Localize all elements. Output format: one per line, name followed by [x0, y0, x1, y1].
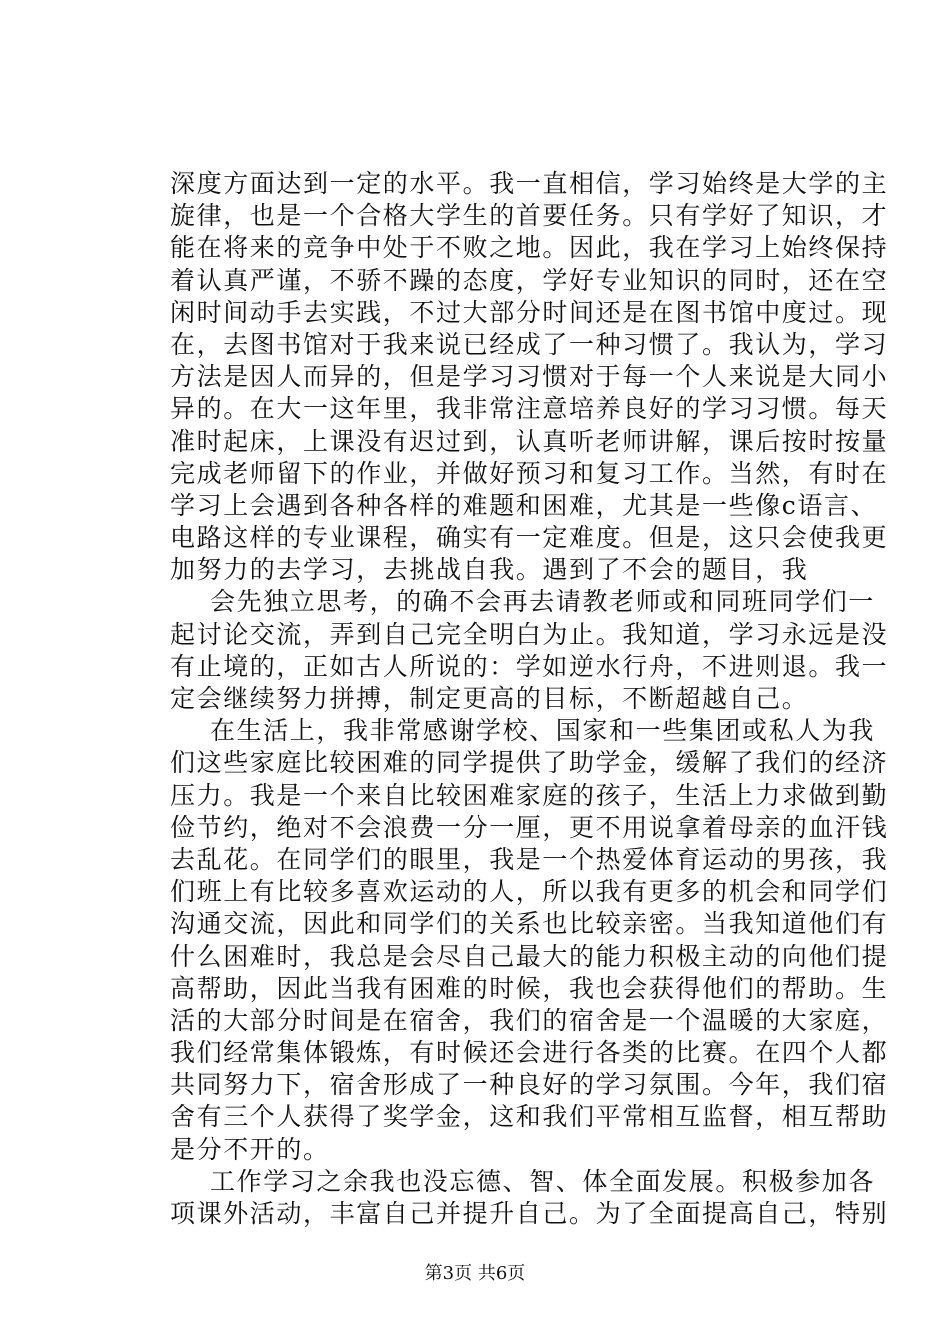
paragraph — [170, 168, 889, 586]
paragraph — [170, 1166, 889, 1230]
text-line: 加努力的去学习，去挑战自我。遇到了不会的题目，我 — [170, 555, 809, 585]
text-line: 项课外活动，丰富自己并提升自己。为了全面提高自己，特别 — [170, 1199, 889, 1228]
text-line: 异的。在大一这年里，我非常注意培养良好的学习习惯。每天 — [170, 394, 889, 424]
text-line: 准时起床，上课没有迟过到，认真听老师讲解，课后按时按量 — [170, 426, 889, 456]
text-line: 沟通交流，因此和同学们的关系也比较亲密。当我知道他们有 — [170, 909, 889, 939]
text-line: 压力。我是一个来自比较困难家庭的孩子，生活上力求做到勤 — [170, 780, 889, 810]
text-line: 定会继续努力拼搏，制定更高的目标，不断超越自己。 — [170, 684, 809, 713]
text-line: 我们经常集体锻炼，有时候还会进行各类的比赛。在四个人都 — [170, 1038, 889, 1068]
text-line: 什么困难时，我总是会尽自己最大的能力积极主动的向他们提 — [170, 941, 889, 971]
text-line: 起讨论交流，弄到自己完全明白为止。我知道，学习永远是没 — [170, 619, 889, 649]
text-line: 学习上会遇到各种各样的难题和困难，尤其是一些像c语言、 — [170, 490, 878, 520]
text-line: 完成老师留下的作业，并做好预习和复习工作。当然，有时在 — [170, 458, 889, 488]
text-line: 去乱花。在同学们的眼里，我是一个热爱体育运动的男孩，我 — [170, 844, 889, 874]
text-line: 工作学习之余我也没忘德、智、体全面发展。积极参加各 — [210, 1166, 876, 1196]
text-line: 高帮助，因此当我有困难的时候，我也会获得他们的帮助。生 — [170, 973, 889, 1003]
text-line: 们班上有比较多喜欢运动的人，所以我有更多的机会和同学们 — [170, 877, 889, 907]
text-line: 在生活上，我非常感谢学校、国家和一些集团或私人为我 — [210, 716, 876, 746]
text-line: 活的大部分时间是在宿舍，我们的宿舍是一个温暖的大家庭， — [170, 1005, 889, 1035]
paragraph — [170, 586, 889, 715]
text-line: 能在将来的竞争中处于不败之地。因此，我在学习上始终保持 — [170, 233, 889, 263]
document-body — [170, 168, 889, 1230]
page-footer: 第3页 共6页 — [424, 1263, 526, 1284]
text-line: 们这些家庭比较困难的同学提供了助学金，缓解了我们的经济 — [170, 748, 889, 778]
text-line: 有止境的，正如古人所说的：学如逆水行舟，不进则退。我一 — [170, 651, 889, 681]
text-line: 是分不开的。 — [170, 1134, 330, 1164]
text-line: 共同努力下，宿舍形成了一种良好的学习氛围。今年，我们宿 — [170, 1070, 889, 1100]
text-line: 舍有三个人获得了奖学金，这和我们平常相互监督，相互帮助 — [170, 1102, 889, 1132]
text-line: 方法是因人而异的，但是学习习惯对于每一个人来说是大同小 — [170, 362, 889, 392]
text-line: 着认真严谨，不骄不躁的态度，学好专业知识的同时，还在空 — [170, 265, 889, 295]
text-line: 会先独立思考，的确不会再去请教老师或和同班同学们一 — [210, 587, 876, 617]
text-line: 电路这样的专业课程，确实有一定难度。但是，这只会使我更 — [170, 523, 889, 553]
text-line: 闲时间动手去实践，不过大部分时间还是在图书馆中度过。现 — [170, 297, 889, 327]
text-line: 旋律，也是一个合格大学生的首要任务。只有学好了知识，才 — [170, 201, 889, 231]
text-line: 深度方面达到一定的水平。我一直相信，学习始终是大学的主 — [170, 169, 889, 198]
paragraph — [170, 715, 889, 1166]
text-line: 俭节约，绝对不会浪费一分一厘，更不用说拿着母亲的血汗钱 — [170, 812, 889, 842]
text-line: 在，去图书馆对于我来说已经成了一种习惯了。我认为，学习 — [170, 329, 889, 359]
